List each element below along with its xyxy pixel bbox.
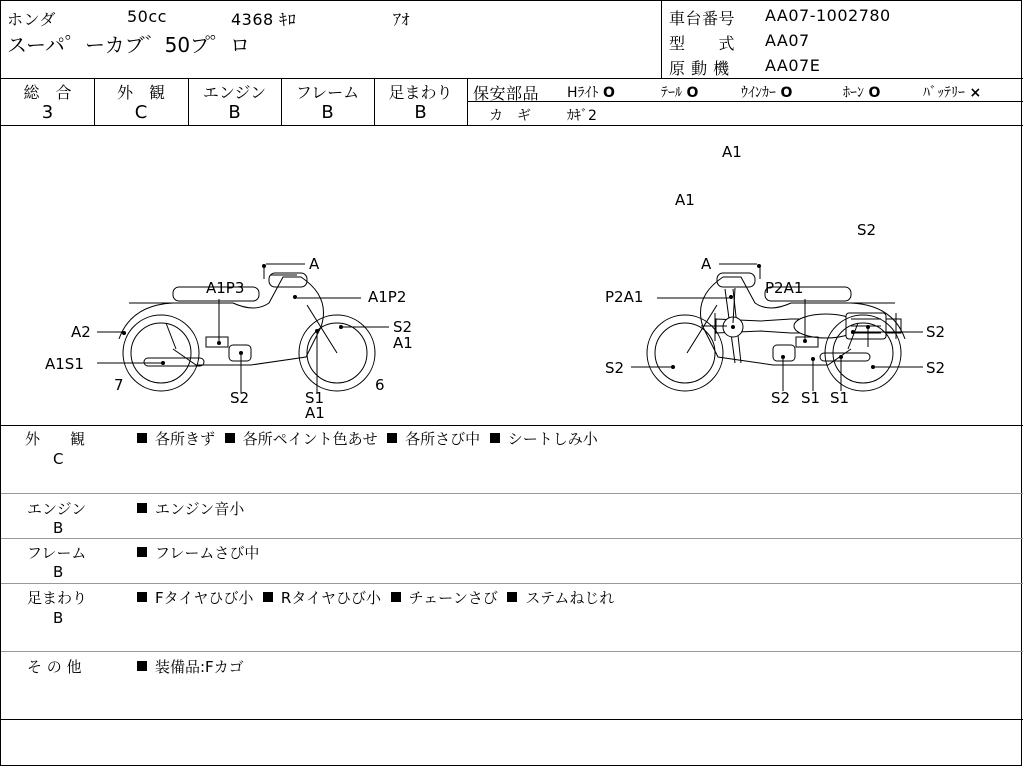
safety-item: ﾎｰﾝ O [843,85,881,101]
engine-grade-label: エンジン [202,83,267,102]
remark-items: Fタイヤひび小 Rタイヤひび小 チェーンさび ステムねじれ [137,587,614,608]
frame-value: B [321,102,334,123]
diagram-label: P2A1 [605,288,644,306]
rule [467,78,468,125]
diagram-label: A1P2 [368,288,407,306]
rule [1,125,1023,126]
header-divider [661,1,662,78]
diagram-label: S1 [305,389,325,407]
diagram-label: P2A1 [765,279,804,297]
diagram-label: A [309,255,320,273]
rule [1,538,1023,539]
overall-value: 3 [41,102,54,123]
motorcycle-top-view [715,289,901,363]
displacement: 50cc [127,7,167,26]
safety-label: 保安部品 [473,84,540,103]
safety-item: ﾃｰﾙ O [661,85,699,101]
damage-diagram [1,127,1023,427]
engine-label: 原 動 機 [669,59,730,78]
remark-items: 装備品:Fカゴ [137,656,244,677]
diagram-label: A1 [393,334,413,352]
model-name: スーパ゜ーカブ゛50プ゜ロ [7,33,251,57]
remark-items: エンジン音小 [137,498,244,519]
diagram-label: 6 [375,376,385,394]
suspension-label: 足まわり [388,83,453,102]
suspension-value: B [414,102,427,123]
engine-value: AA07E [765,56,821,75]
diagram-label: S1 [830,389,850,407]
safety-item: ｳｲﾝｶｰ O [741,85,793,101]
remark-items: 各所きず 各所ペイント色あせ 各所さび中 シートしみ小 [137,428,598,449]
diagram-label: A1 [722,143,742,161]
mileage: 4368 ｷﾛ [231,10,297,29]
overall-label: 総 合 [23,83,72,102]
motorcycle-left-side [119,265,375,391]
rule [1,583,1023,584]
remark-label: 足まわり [27,589,88,607]
exterior-value: C [134,102,148,123]
color: ｱｵ [393,10,411,29]
diagram-label: S2 [605,359,625,377]
exterior-label: 外 観 [116,83,165,102]
diagram-label: S2 [771,389,791,407]
diagram-label: 7 [114,376,124,394]
remark-label: エンジン [27,500,87,518]
diagram-label: A1 [675,191,695,209]
diagram-label: A1S1 [45,355,84,373]
remark-grade: C [53,450,64,468]
key-value: ｶｷﾞ2 [567,108,597,124]
diagram-label: A [701,255,712,273]
diagram-label: A1P3 [206,279,245,297]
frame-label: フレーム [295,83,360,102]
type-label: 型 式 [669,34,736,53]
rule [1,425,1023,426]
remark-items: フレームさび中 [137,542,259,563]
rule [1,493,1023,494]
safety-item: Hﾗｲﾄ O [567,85,615,101]
diagram-label: A1 [305,404,325,422]
remark-grade: B [53,563,64,581]
diagram-label: S2 [926,359,946,377]
rule [1,719,1023,720]
diagram-label: S2 [857,221,877,239]
remark-grade: B [53,609,64,627]
diagram-label: S2 [926,323,946,341]
diagram-label: S1 [801,389,821,407]
remark-label: 外 観 [25,430,86,448]
rule [1,651,1023,652]
safety-item: ﾊﾞｯﾃﾘｰ × [923,85,982,101]
diagram-label: S2 [393,318,413,336]
remark-grade: B [53,519,64,537]
remark-label: そ の 他 [27,658,82,676]
type-value: AA07 [765,31,810,50]
diagram-label: S2 [230,389,250,407]
remark-label: フレーム [27,544,87,562]
key-label: カ ギ [489,108,531,124]
maker: ホンダ [7,10,56,29]
chassis-label: 車台番号 [669,9,736,28]
diagram-label: A2 [71,323,91,341]
chassis-value: AA07-1002780 [765,6,891,25]
rule [1,78,1023,79]
engine-grade-value: B [228,102,241,123]
